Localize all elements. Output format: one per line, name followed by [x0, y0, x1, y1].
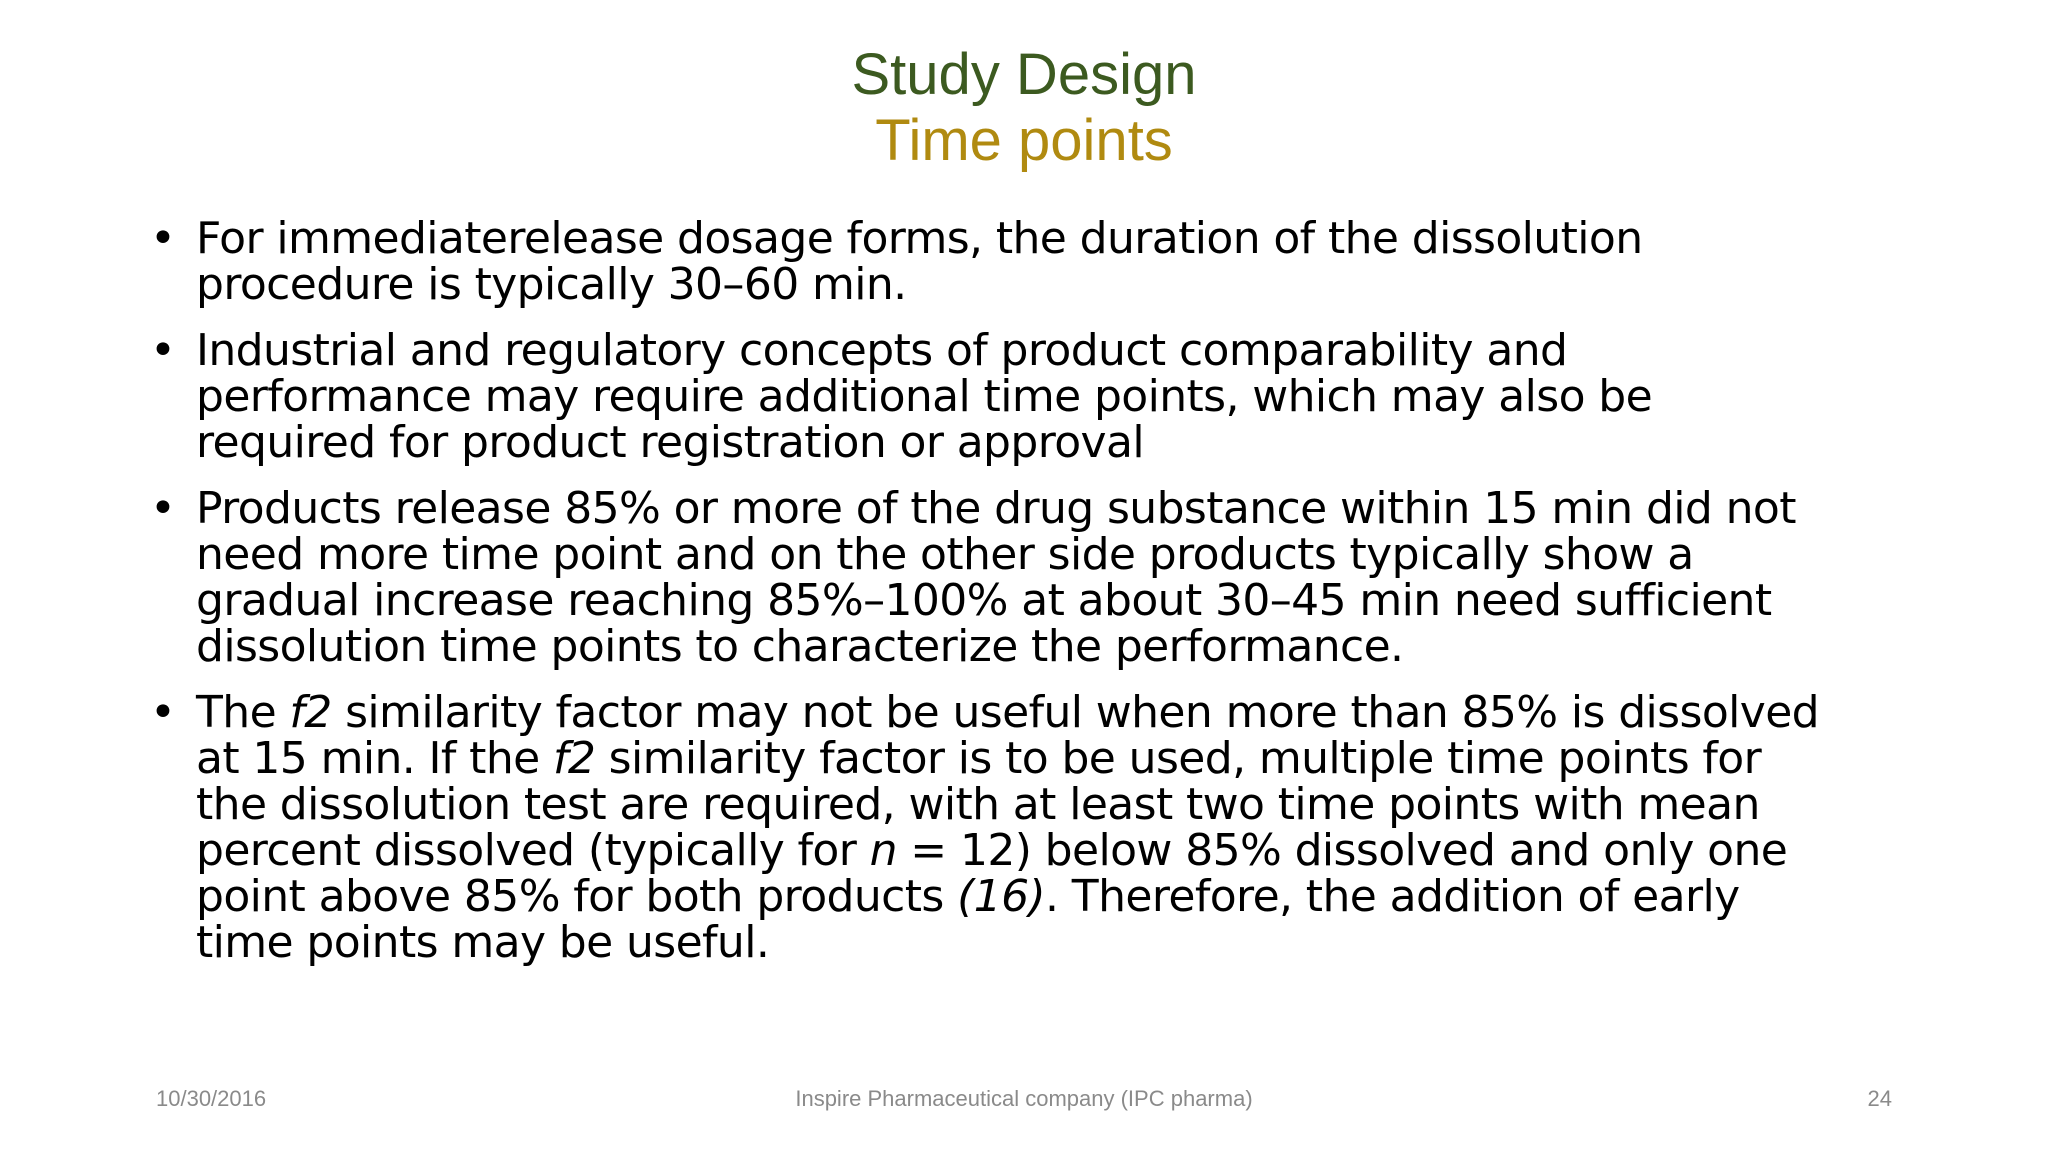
text-run: similarity factor may not be useful when more than 85% is dissolved: [331, 687, 1820, 738]
title-block: [0, 42, 2048, 174]
bullet-line: required for product registration or approval: [196, 417, 1144, 468]
bullet-line: performance may require additional time points, which may also be: [196, 371, 1653, 422]
bullet-item-4: [150, 687, 1910, 968]
bullet-line: Products release 85% or more of the drug substance within 15 min did not: [196, 483, 1796, 534]
bullet-item-1: [150, 213, 1910, 310]
bullet-dot-icon: •: [150, 213, 176, 264]
slide-subtitle: Time points: [875, 108, 1173, 173]
bullet-line: need more time point and on the other side products typically show a: [196, 529, 1694, 580]
text-run: . Therefore, the addition of early: [1045, 871, 1740, 922]
text-run: = 12) below 85% dissolved and only one: [896, 825, 1788, 876]
f2-italic: f2: [552, 733, 596, 784]
bullet-dot-icon: •: [150, 687, 176, 738]
bullet-line: procedure is typically 30–60 min.: [196, 259, 907, 310]
bullet-line: Industrial and regulatory concepts of product comparability and: [196, 325, 1568, 376]
text-run: The: [196, 687, 290, 738]
bullet-line: gradual increase reaching 85%–100% at about 30–45 min need sufficient: [196, 575, 1772, 626]
n-italic: n: [869, 825, 897, 876]
text-run: point above 85% for both products: [196, 871, 958, 922]
bullet-item-2: [150, 325, 1910, 468]
slide-title: Study Design: [851, 42, 1197, 107]
bullet-line: [196, 825, 1910, 876]
bullet-line: dissolution time points to characterize the performance.: [196, 621, 1404, 672]
bullet-line: For immediaterelease dosage forms, the duration of the dissolution: [196, 213, 1643, 264]
footer-page-number: 24: [1867, 1086, 1892, 1111]
bullet-line: [196, 687, 1910, 738]
text-run: at 15 min. If the: [196, 733, 553, 784]
text-run: similarity factor is to be used, multiple time points for: [595, 733, 1762, 784]
bullet-line: [196, 871, 1910, 922]
citation-italic: (16): [957, 871, 1046, 922]
bullet-line: the dissolution test are required, with at least two time points with mean: [196, 779, 1760, 830]
bullet-dot-icon: •: [150, 483, 176, 534]
bullet-list: [150, 213, 1910, 986]
bullet-dot-icon: •: [150, 325, 176, 376]
f2-italic: f2: [289, 687, 332, 738]
bullet-item-3: [150, 483, 1910, 672]
bullet-line: time points may be useful.: [196, 917, 770, 968]
bullet-line: [196, 733, 1910, 784]
text-run: percent dissolved (typically for: [196, 825, 870, 876]
footer-date: 10/30/2016: [156, 1086, 267, 1111]
footer-company: Inspire Pharmaceutical company (IPC pharma): [795, 1086, 1253, 1111]
